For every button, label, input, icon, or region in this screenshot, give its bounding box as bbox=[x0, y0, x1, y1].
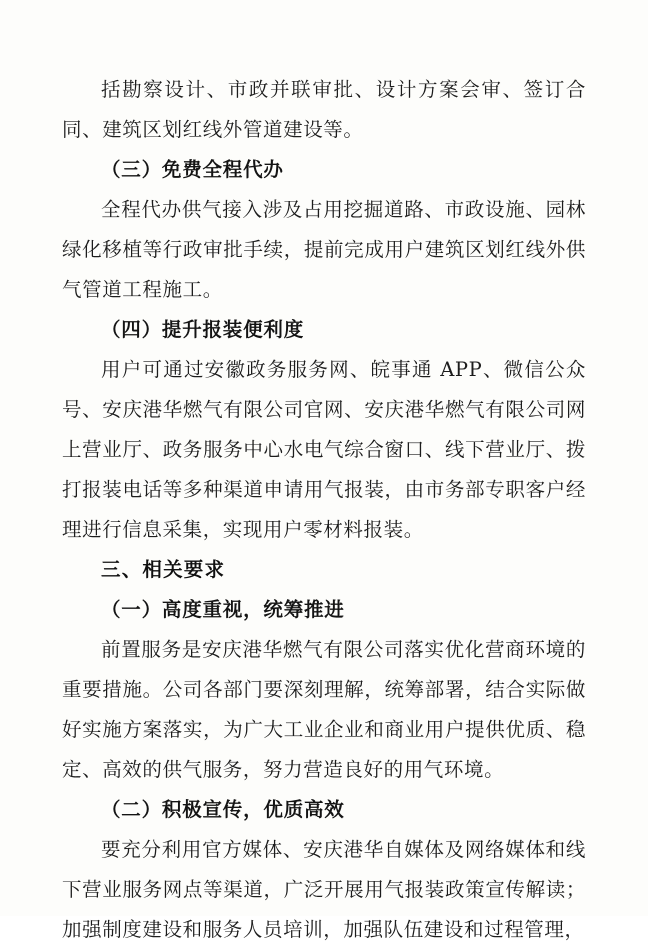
paragraph-continued-survey-design: 括勘察设计、市政并联审批、设计方案会审、签订合同、建筑区划红线外管道建设等。 bbox=[62, 78, 586, 141]
subheading-active-promotion: （二）积极宣传，优质高效 bbox=[101, 798, 345, 821]
subheading-improve-convenience: （四）提升报装便利度 bbox=[101, 318, 305, 341]
paragraph-improve-convenience: 用户可通过安徽政务服务网、皖事通 APP、微信公众号、安庆港华燃气有限公司官网、安庆港华燃气有限公司网上营业厅、政务服务中心水电气综合窗口、线下营业厅、拨打报装电话等多种渠道申请用气报装，由市务部专职客户经理进行信息采集，实现用户零材料报装。 bbox=[62, 358, 586, 541]
subheading-free-full-agency: （三）免费全程代办 bbox=[101, 158, 284, 181]
subheading-high-attention: （一）高度重视，统筹推进 bbox=[101, 598, 345, 621]
paragraph-active-promotion: 要充分利用官方媒体、安庆港华自媒体及网络媒体和线下营业服务网点等渠道，广泛开展用气报装政策宣传解读；加强制度建设和服务人员培训，加强队伍建设和过程管理， bbox=[62, 838, 586, 941]
paragraph-high-attention: 前置服务是安庆港华燃气有限公司落实优化营商环境的重要措施。公司各部门要深刻理解，统筹部署，结合实际做好实施方案落实，为广大工业企业和商业用户提供优质、稳定、高效的供气服务，努力营造良好的用气环境。 bbox=[62, 638, 586, 781]
section-heading-related-requirements: 三、相关要求 bbox=[101, 558, 226, 581]
document-body bbox=[62, 70, 586, 950]
paragraph-free-full-agency: 全程代办供气接入涉及占用挖掘道路、市政设施、园林绿化移植等行政审批手续，提前完成用户建筑区划红线外供气管道工程施工。 bbox=[62, 198, 586, 301]
